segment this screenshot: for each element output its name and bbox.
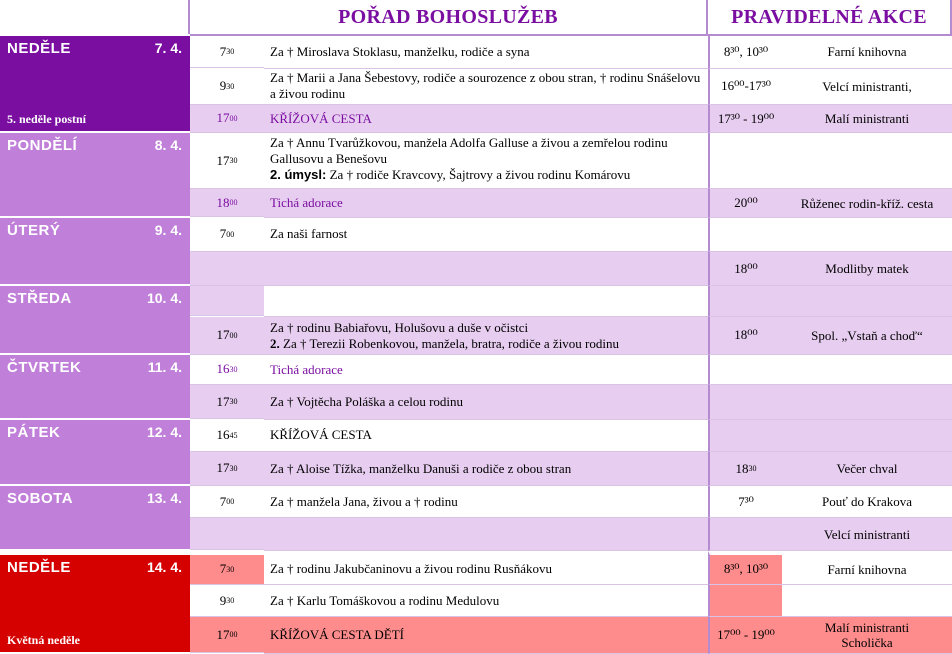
event-name: Spol. „Vstaň a choď“ <box>782 317 952 355</box>
event-name: Malí ministranti <box>782 105 952 133</box>
event-time: 18 30 <box>708 452 782 486</box>
event-name: Velcí ministranti, <box>782 69 952 105</box>
day-name: ČTVRTEK <box>7 358 82 376</box>
day-date: 8. 4. <box>154 137 182 154</box>
mass-time: 7 30 <box>190 551 264 585</box>
event-name <box>782 355 952 385</box>
event-name <box>782 585 952 617</box>
mass-time: 17 00 <box>190 317 264 355</box>
mass-time: 17 00 <box>190 105 264 133</box>
day-wednesday <box>0 286 190 355</box>
event-name: Pouť do Krakova <box>782 486 952 518</box>
day-palm-sunday <box>0 551 190 654</box>
day-date: 7. 4. <box>154 40 182 57</box>
event-name <box>782 420 952 452</box>
event-time <box>708 286 782 316</box>
event-name <box>782 286 952 316</box>
mass-intention: Za † manžela Jana, živou a † rodinu <box>264 486 708 518</box>
day-date: 13. 4. <box>146 490 182 507</box>
day-sunday-7-4 <box>0 36 190 133</box>
mass-time: 17 00 <box>190 617 264 653</box>
services-heading: POŘAD BOHOSLUŽEB <box>190 0 708 36</box>
event-time: 7³⁰ <box>708 486 782 518</box>
event-time <box>708 385 782 419</box>
mass-intention <box>264 286 708 316</box>
event-time <box>708 355 782 385</box>
event-name: Modlitby matek <box>782 252 952 286</box>
event-name <box>782 218 952 252</box>
mass-intention: Za † Marii a Jana Šebestovy, rodiče a sourozence z obou stran, † rodinu Snášelovu a živou rodinu <box>264 69 708 105</box>
mass-intention: Tichá adorace <box>264 189 708 217</box>
mass-intention: KŘÍŽOVÁ CESTA <box>264 105 708 133</box>
mass-intention: Za † rodinu Babiařovu, Holušovu a duše v očistci 2. Za † Terezii Robenkovou, manžela, bratra, rodiče a živou rodinu <box>264 317 708 355</box>
event-name: Farní knihovna <box>782 36 952 68</box>
mass-intention <box>264 252 708 286</box>
day-name: STŘEDA <box>7 290 72 308</box>
mass-intention: Tichá adorace <box>264 355 708 385</box>
day-thursday <box>0 355 190 420</box>
mass-intention: Za † Miroslava Stoklasu, manželku, rodiče a syna <box>264 36 708 68</box>
event-time: 17⁰⁰ - 19⁰⁰ <box>708 617 782 653</box>
mass-time: 17 30 <box>190 385 264 419</box>
mass-intention: Za † Karlu Tomáškovou a rodinu Medulovu <box>264 585 708 617</box>
event-time <box>708 585 782 617</box>
day-tuesday <box>0 218 190 287</box>
event-time: 17³⁰ - 19⁰⁰ <box>708 105 782 133</box>
mass-time: 9 30 <box>190 585 264 617</box>
event-time: 20⁰⁰ <box>708 189 782 217</box>
mass-intention: KŘÍŽOVÁ CESTA <box>264 420 708 452</box>
mass-time: 9 30 <box>190 69 264 105</box>
mass-intention: Za † rodinu Jakubčaninovu a živou rodinu Rusňákovu <box>264 551 708 585</box>
day-name: NEDĚLE <box>7 558 71 576</box>
mass-time <box>190 286 264 316</box>
event-time <box>708 420 782 452</box>
event-name: Růženec rodin-kříž. cesta <box>782 189 952 217</box>
day-subtitle: Květná neděle <box>7 632 80 647</box>
day-date: 12. 4. <box>146 423 182 440</box>
mass-time: 7 30 <box>190 36 264 68</box>
event-time <box>708 133 782 189</box>
day-name: SOBOTA <box>7 490 74 508</box>
event-name: Malí ministranti Scholička <box>782 617 952 653</box>
day-date: 9. 4. <box>154 221 182 238</box>
mass-time <box>190 252 264 286</box>
event-time: 8³⁰, 10³⁰ <box>708 551 782 585</box>
mass-time: 7 00 <box>190 486 264 518</box>
day-name: PÁTEK <box>7 423 61 441</box>
event-name: Večer chval <box>782 452 952 486</box>
event-time: 16⁰⁰-17³⁰ <box>708 69 782 105</box>
mass-time: 17 30 <box>190 452 264 486</box>
day-monday <box>0 133 190 218</box>
day-subtitle: 5. neděle postní <box>7 112 87 127</box>
event-name <box>782 133 952 189</box>
mass-time: 18 00 <box>190 189 264 217</box>
day-name: ÚTERÝ <box>7 221 61 239</box>
event-name: Velcí ministranti <box>782 518 952 550</box>
event-time: 8³⁰, 10³⁰ <box>708 36 782 68</box>
mass-time: 17 30 <box>190 133 264 189</box>
mass-intention: Za † Annu Tvarůžkovou, manžela Adolfa Galluse a živou a zemřelou rodinu Gallusovu a Benešovu 2. úmysl: Za † rodiče Kravcovy, Šajtrovy a živou rodinu Komárovu <box>264 133 708 189</box>
event-time <box>708 518 782 550</box>
mass-intention: KŘÍŽOVÁ CESTA DĚTÍ <box>264 617 708 653</box>
day-name: PONDĚLÍ <box>7 137 78 155</box>
mass-time <box>190 518 264 550</box>
day-friday <box>0 420 190 487</box>
mass-intention: Za † Aloise Tížka, manželku Danuši a rodiče z obou stran <box>264 452 708 486</box>
day-date: 10. 4. <box>146 290 182 307</box>
mass-time: 16 45 <box>190 420 264 452</box>
day-date: 14. 4. <box>146 558 182 575</box>
mass-intention <box>264 518 708 550</box>
header-blank <box>0 0 190 34</box>
events-heading: PRAVIDELNÉ AKCE <box>708 0 952 36</box>
mass-intention: Za naši farnost <box>264 218 708 252</box>
day-date: 11. 4. <box>147 358 182 375</box>
day-saturday <box>0 486 190 551</box>
mass-time: 16 30 <box>190 355 264 385</box>
event-time: 18⁰⁰ <box>708 317 782 355</box>
event-name <box>782 385 952 419</box>
mass-intention: Za † Vojtěcha Poláška a celou rodinu <box>264 385 708 419</box>
event-name: Farní knihovna <box>782 551 952 585</box>
event-time <box>708 218 782 252</box>
mass-time: 7 00 <box>190 218 264 252</box>
event-time: 18⁰⁰ <box>708 252 782 286</box>
day-name: NEDĚLE <box>7 40 71 58</box>
